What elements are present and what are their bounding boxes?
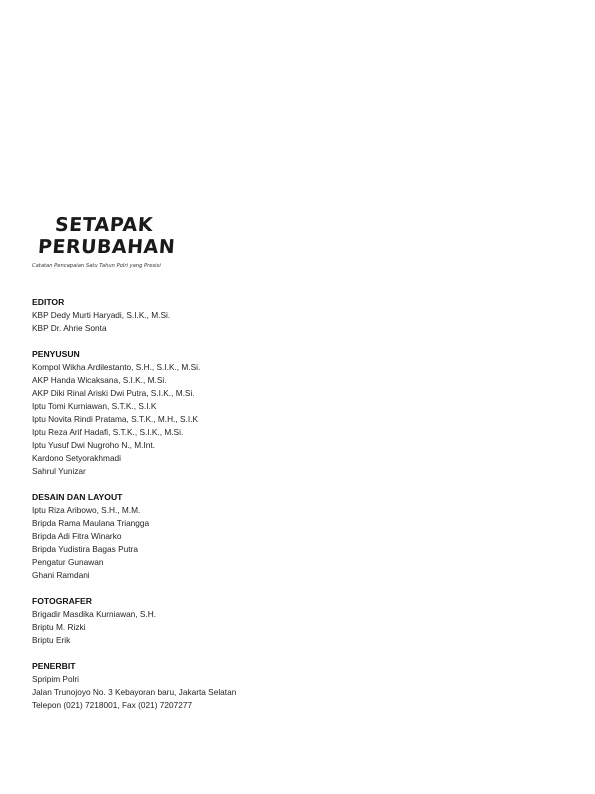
credit-line: Iptu Riza Aribowo, S.H., M.M.	[32, 505, 141, 515]
logo-title-line-1: SETAPAK	[54, 214, 154, 236]
logo-title-line-2: PERUBAHAN	[37, 236, 176, 258]
credit-line: Bripda Yudistira Bagas Putra	[32, 544, 138, 554]
logo-tagline: Catatan Pencapaian Satu Tahun Polri yang Presisi	[32, 263, 161, 269]
credit-line: Kardono Setyorakhmadi	[32, 453, 122, 463]
credit-line: Bripda Adi Fitra Winarko	[32, 531, 122, 541]
credit-line: Briptu Erik	[32, 635, 71, 645]
credit-line: AKP Diki Rinal Ariski Dwi Putra, S.I.K., M.Si.	[32, 388, 195, 398]
credit-line: Kompol Wikha Ardilestanto, S.H., S.I.K., M.Si.	[32, 362, 201, 372]
section-title: PENERBIT	[32, 661, 76, 671]
credit-line: Pengatur Gunawan	[32, 557, 104, 567]
credits-list	[32, 296, 432, 725]
credit-line: Brigadir Masdika Kurniawan, S.H.	[32, 609, 157, 619]
book-logo	[32, 212, 176, 276]
section-title: EDITOR	[32, 297, 65, 307]
section-title: DESAIN DAN LAYOUT	[32, 492, 123, 502]
credit-line: Ghani Ramdani	[32, 570, 90, 580]
credit-line: Briptu M. Rizki	[32, 622, 86, 632]
credit-line: Iptu Tomi Kurniawan, S.T.K., S.I.K	[32, 401, 157, 411]
section-penyusun	[32, 348, 432, 478]
section-title: FOTOGRAFER	[32, 596, 92, 606]
credit-line: Iptu Yusuf Dwi Nugroho N., M.Int.	[32, 440, 155, 450]
section-title: PENYUSUN	[32, 349, 80, 359]
credit-line: Iptu Novita Rindi Pratama, S.T.K., M.H., S.I.K	[32, 414, 198, 424]
credit-line: Bripda Rama Maulana Triangga	[32, 518, 150, 528]
section-penerbit	[32, 660, 432, 712]
credit-line: Sahrul Yunizar	[32, 466, 86, 476]
credit-line: KBP Dr. Ahrie Sonta	[32, 323, 107, 333]
credit-line: Jalan Trunojoyo No. 3 Kebayoran baru, Jakarta Selatan	[32, 687, 237, 697]
credit-line: Telepon (021) 7218001, Fax (021) 7207277	[32, 700, 193, 710]
section-fotografer	[32, 595, 432, 647]
section-editor	[32, 296, 432, 335]
credit-line: Spripim Polri	[32, 674, 80, 684]
credit-line: KBP Dedy Murti Haryadi, S.I.K., M.Si.	[32, 310, 171, 320]
credit-line: AKP Handa Wicaksana, S.I.K., M.Si.	[32, 375, 167, 385]
credit-line: Iptu Reza Arif Hadafi, S.T.K., S.I.K., M.Si.	[32, 427, 184, 437]
section-desain-dan-layout	[32, 491, 432, 582]
